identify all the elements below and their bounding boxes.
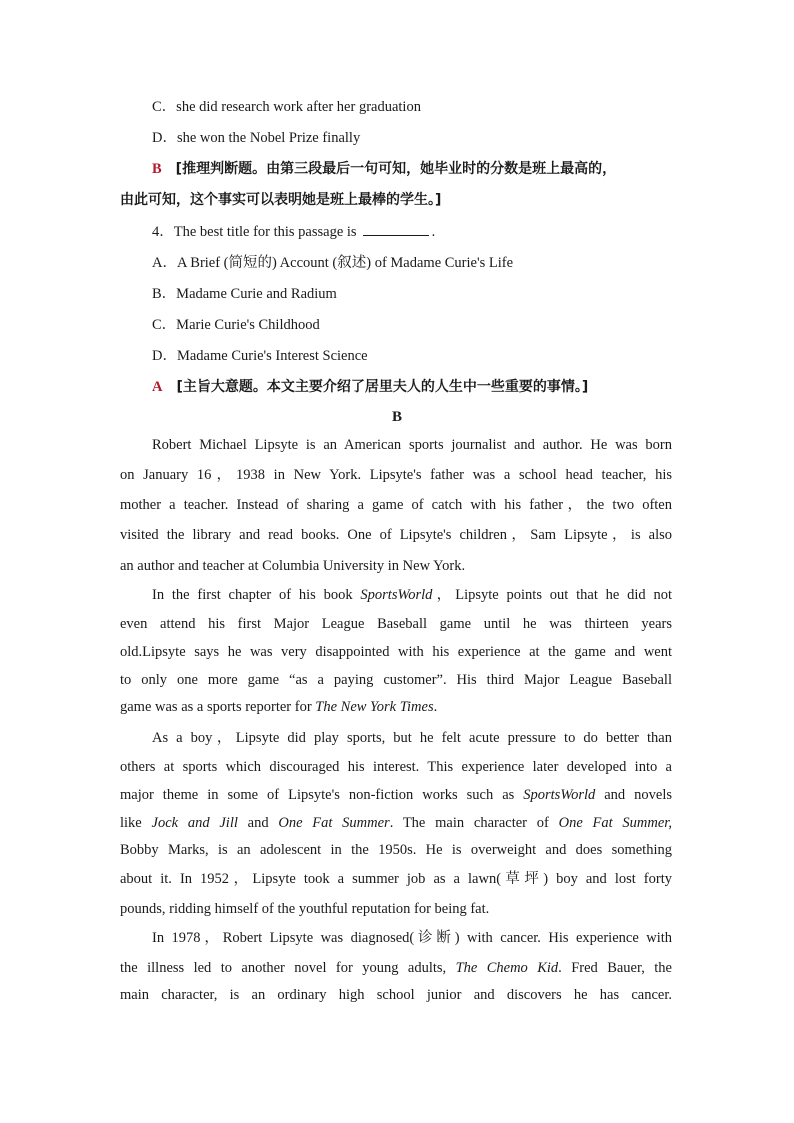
p2-line5	[120, 697, 672, 717]
q3-answer	[152, 159, 704, 179]
q4-answer-key: A	[152, 379, 163, 395]
p2-line2: even attend his first Major League Baseball game until he was thirteen years	[120, 616, 672, 632]
text-run: .	[433, 699, 438, 715]
p4-line2	[120, 958, 672, 978]
q4-option-c[interactable]: C．Marie Curie's Childhood	[152, 317, 320, 333]
p3-line6: about it. In 1952，Lipsyte took a summer job as a lawn(草坪) boy and lost forty	[120, 871, 672, 887]
book-title: SportsWorld	[523, 787, 596, 803]
newspaper-title: The New York Times	[315, 699, 434, 715]
q4-option-d[interactable]: D．Madame Curie's Interest Science	[152, 348, 368, 364]
q3-answer-key: B	[152, 161, 162, 177]
p1-line3: mother a teacher. Instead of sharing a game of catch with his father，the two often	[120, 497, 672, 513]
q4-option-a[interactable]: A．A Brief (简短的) Account (叙述) of Madame Curie's Life	[152, 255, 513, 271]
p2-line4: to only one more game “as a paying customer”. His third Major League Baseball	[120, 672, 672, 688]
text-run: and	[237, 815, 279, 831]
p1-line5: an author and teacher at Columbia University in New York.	[120, 558, 466, 574]
q3-explanation-line2	[120, 190, 672, 210]
p4-line1: In 1978，Robert Lipsyte was diagnosed(诊断) with cancer. His experience with	[152, 930, 672, 946]
q3-option-c[interactable]: C．she did research work after her graduation	[152, 99, 421, 115]
text-run: ，Lipsyte points out that he did not	[432, 587, 672, 603]
p3-line4	[120, 813, 672, 833]
q4-stem-end: .	[431, 224, 436, 240]
book-title: SportsWorld	[360, 587, 433, 603]
text-run: . Fred Bauer, the	[558, 960, 672, 976]
q4-answer	[152, 377, 704, 397]
p2-line3: old.Lipsyte says he was very disappointed with his experience at the game and went	[120, 644, 672, 660]
p2-line1	[152, 585, 672, 605]
text-run: the illness led to another novel for young adults,	[120, 960, 456, 976]
section-heading: B	[391, 409, 402, 425]
q3-option-d[interactable]: D．she won the Nobel Prize finally	[152, 130, 361, 146]
text-run: game was as a sports reporter for	[120, 699, 316, 715]
p4-line3: main character, is an ordinary high school junior and discovers he has cancer.	[120, 987, 672, 1003]
text-run: In the first chapter of his book	[152, 587, 361, 603]
book-title: Jock and Jill	[151, 815, 238, 831]
text-run: like	[120, 815, 152, 831]
p1-line2: on January 16，1938 in New York. Lipsyte's father was a school head teacher, his	[120, 467, 672, 483]
p3-line1: As a boy，Lipsyte did play sports, but he felt acute pressure to do better than	[152, 730, 672, 746]
p1-line1: Robert Michael Lipsyte is an American sports journalist and author. He was born	[152, 437, 672, 453]
book-title: One Fat Summer	[278, 815, 390, 831]
q4-stem	[152, 222, 704, 242]
q4-explanation: [主旨大意题。本文主要介绍了居里夫人的人生中一些重要的事情。]	[176, 379, 589, 395]
q4-option-b[interactable]: B．Madame Curie and Radium	[152, 286, 337, 302]
p1-line4: visited the library and read books. One of Lipsyte's children，Sam Lipsyte，is also	[120, 527, 672, 543]
text-run: major theme in some of Lipsyte's non-fiction works such as	[120, 787, 524, 803]
answer-blank[interactable]	[363, 222, 429, 236]
p3-line7: pounds, ridding himself of the youthful reputation for being fat.	[120, 901, 490, 917]
text-run: . The main character of	[389, 815, 559, 831]
text-run: and novels	[595, 787, 672, 803]
p3-line3	[120, 785, 672, 805]
book-title: One Fat Summer,	[558, 815, 672, 831]
p3-line5: Bobby Marks, is an adolescent in the 1950s. He is overweight and does something	[120, 842, 672, 858]
q4-stem-text: 4．The best title for this passage is	[152, 224, 357, 240]
q3-explanation-line1: [推理判断题。由第三段最后一句可知，她毕业时的分数是班上最高的，	[175, 161, 617, 177]
book-title: The Chemo Kid	[455, 960, 559, 976]
q3-explanation-text: 由此可知，这个事实可以表明她是班上最棒的学生。]	[120, 192, 442, 208]
p3-line2: others at sports which discouraged his interest. This experience later developed into a	[120, 759, 672, 775]
